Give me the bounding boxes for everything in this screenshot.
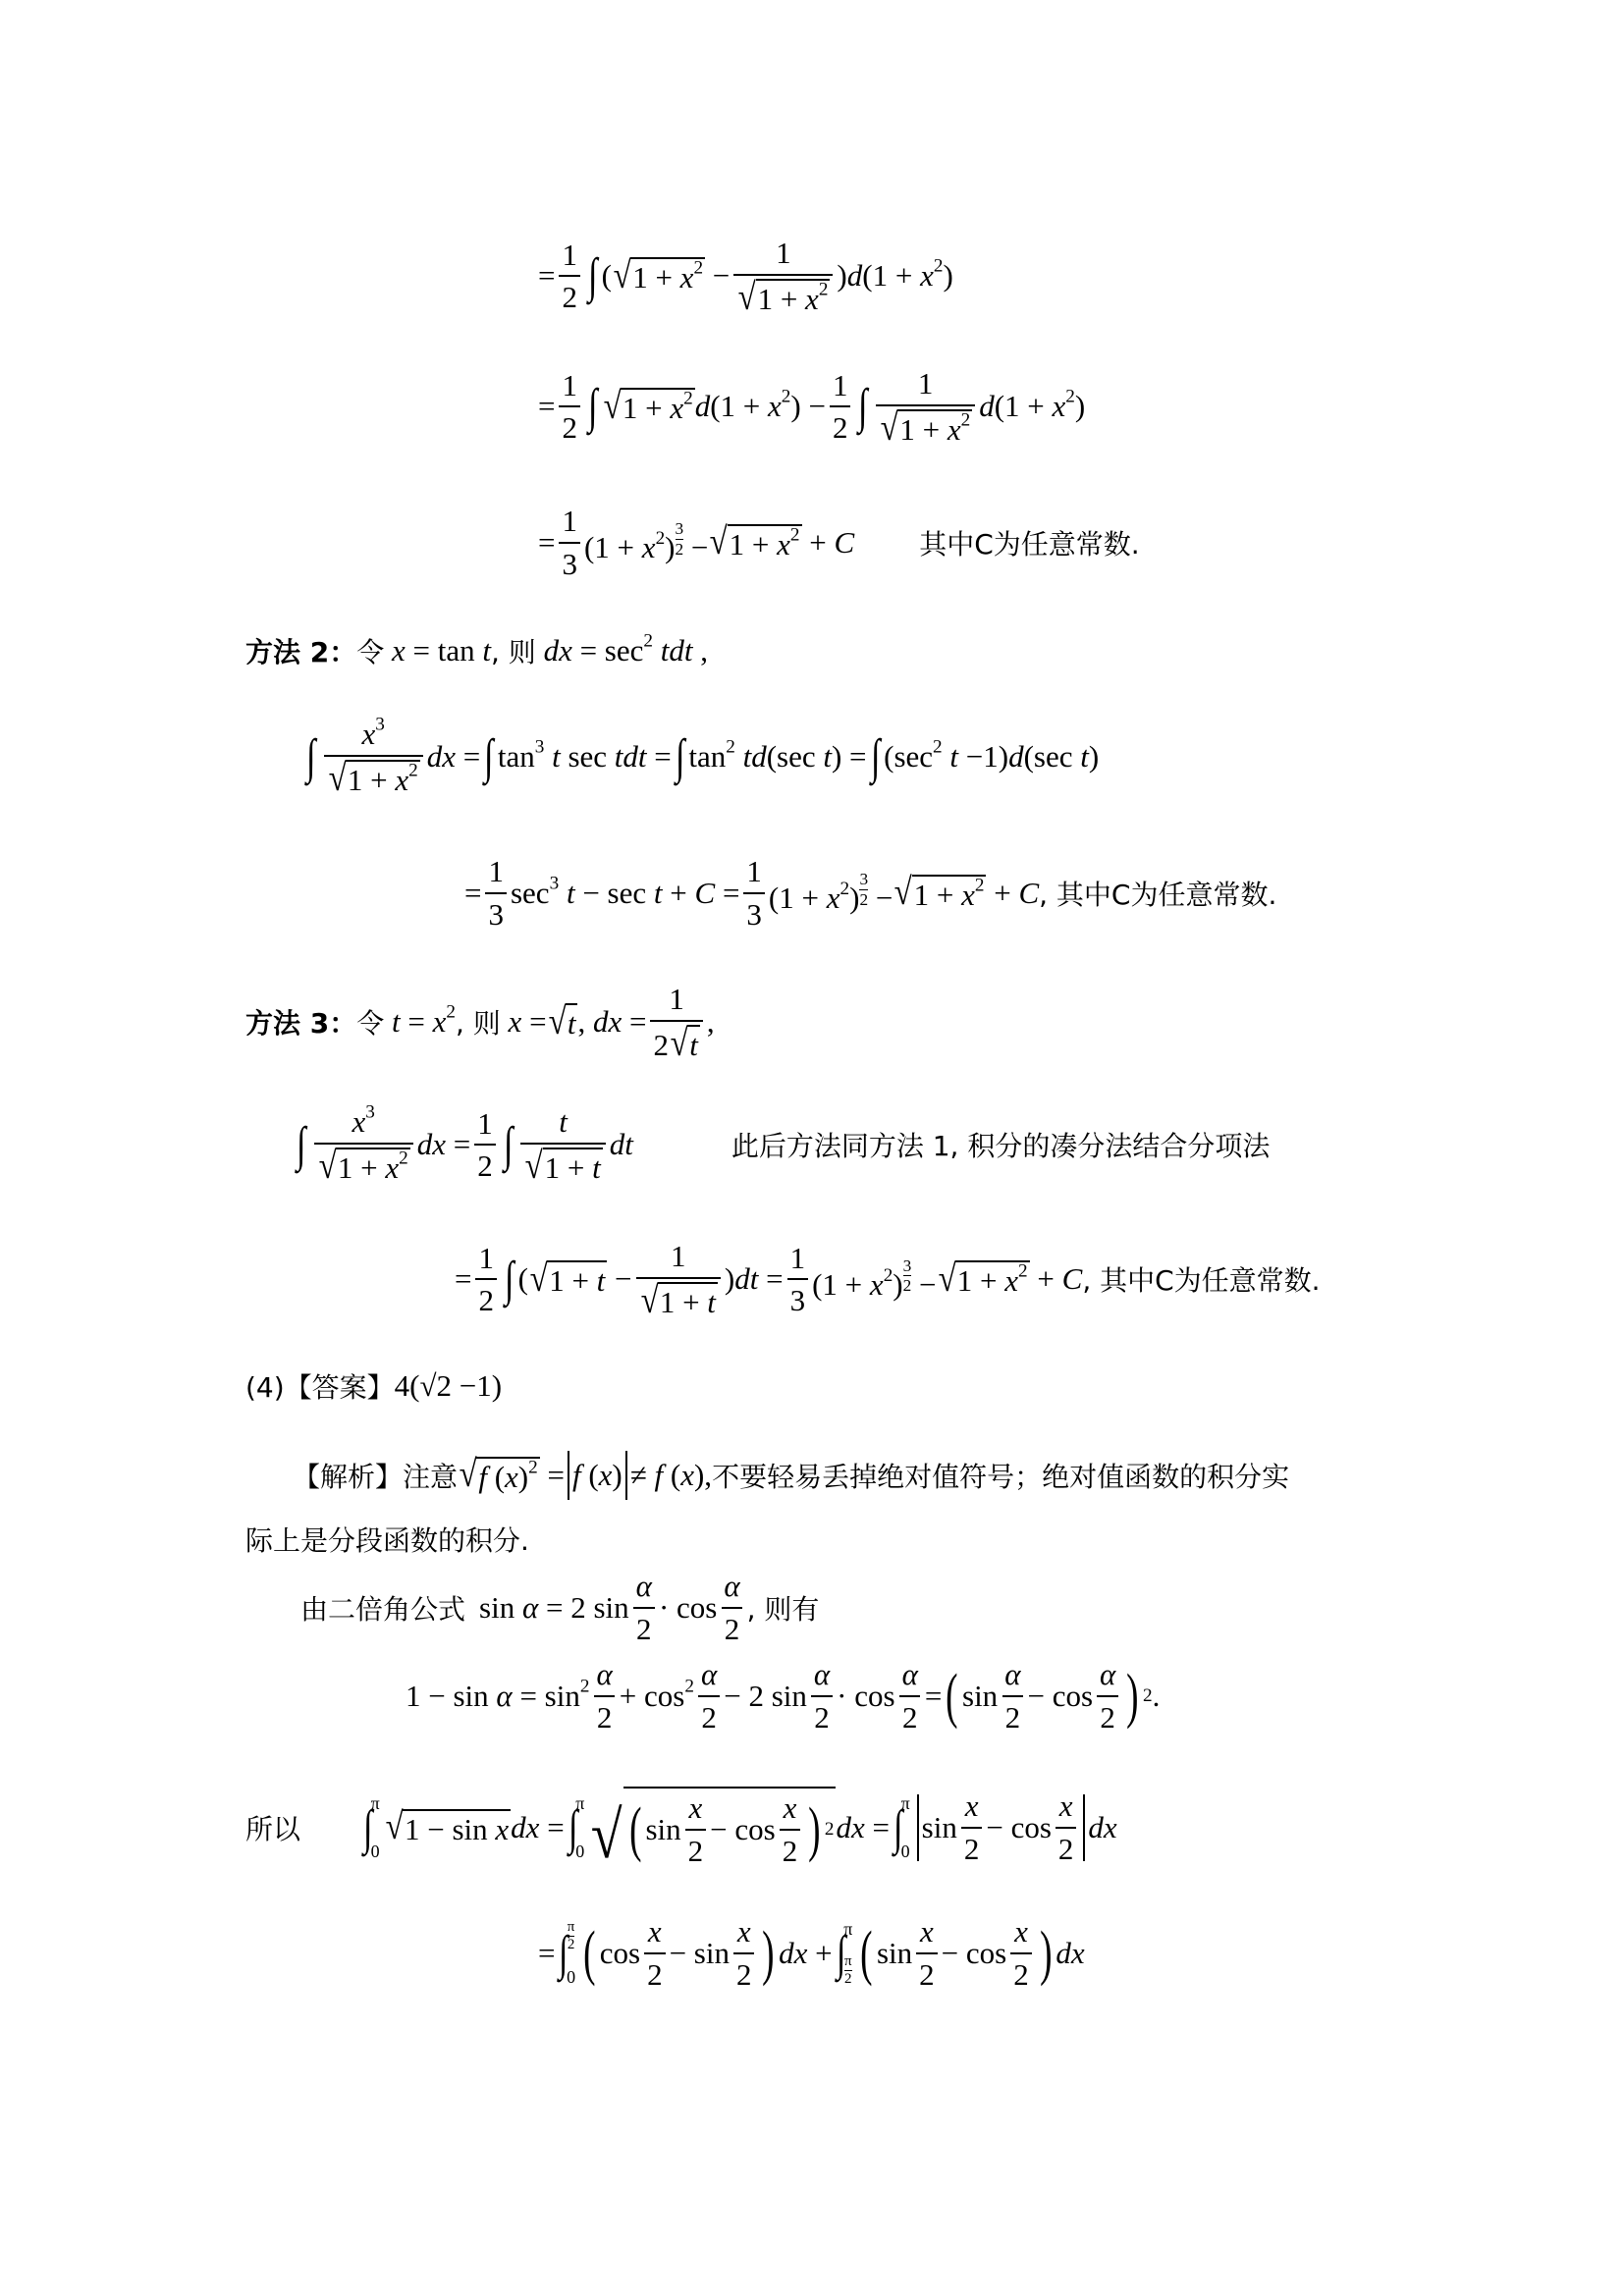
analysis-text-b: 不要轻易丢掉绝对值符号；绝对值函数的积分实 xyxy=(712,1460,1290,1493)
therefore-label: 所以 xyxy=(245,1812,301,1845)
double-angle-then: , 则有 xyxy=(746,1592,820,1626)
double-angle-line: 由二倍角公式 sin α = 2 sin $\frac{\alpha}{2}$ · cos $\frac{\alpha}{2}$ , 则有 xyxy=(300,1569,820,1646)
split-integral-line: = ∫ π 2 0 ( cos $\frac{x}{2}$ − sin $\frac{x}{2}$ ) dx + ∫ π π 2 ( sin $\frac{x}{2}$ − cos $\frac{x}{2}$ ) dx xyxy=(538,1914,1085,1992)
method-2-label: 方法 2： xyxy=(245,636,357,668)
method-2-then: , 则 xyxy=(491,636,536,668)
method-3-let: 令 xyxy=(356,1007,385,1041)
method-3-result: = $\frac{1}{2}$ ∫ ( √ 1 + t − 1 √ 1 + t )dt = $\frac{1}{3}$ $(1 + x^2)$ $^{\frac{3}{2}}$ − √ $1 + x^2$ + C , 其中C为任意常数. xyxy=(455,1239,1321,1321)
equation-line-1: = $\frac{1}{2}$ ∫ ( √ $1 + x^2$ − 1 √ $1 + x^2$ )$d(1 + x^2)$ xyxy=(538,236,953,318)
const-note: 其中C为任意常数. xyxy=(919,527,1140,561)
method-3-label: 方法 3： xyxy=(245,1007,357,1041)
equation-line-3: = $\frac{1}{3}$ $(1 + x^2)$ $^{\frac{3}{2}}$ − √ $1 + x^2$ + C 其中C为任意常数. xyxy=(538,504,1140,581)
method-2-const-note: , 其中C为任意常数. xyxy=(1039,878,1277,911)
analysis-line-1: 【解析】 注意 √ f $(x)^2$ = f (x) ≠ f (x), 不要轻易丢掉绝对值符号；绝对值函数的积分实 xyxy=(293,1451,1289,1500)
answer-value: 4(√2 −1) xyxy=(394,1368,503,1403)
answer-prefix: (4)【答案】 xyxy=(245,1371,395,1404)
analysis-label: 【解析】 xyxy=(293,1460,404,1493)
method-2-result: = $\frac{1}{3}$ $\sec^3 t - \sec t + C$ = $\frac{1}{3}$ $(1 + x^2)$ $^{\frac{3}{2}}$ − √ $1 + x^2$ + C , 其中C为任意常数. xyxy=(464,854,1277,932)
method-3-then: , 则 xyxy=(455,1007,501,1041)
analysis-text-a: 注意 xyxy=(403,1460,459,1493)
method-3-integral: ∫ $x^3$ √ $1 + x^2$ dx = $\frac{1}{2}$ ∫ t √ 1 + t dt 此后方法同方法 1, 积分的凑分法结合分项法 xyxy=(297,1101,1271,1187)
analysis-line-2 xyxy=(245,1520,529,1559)
method-2-integral: ∫ $x^3$ √ $1 + x^2$ dx = ∫ $\tan^3 t$ sec tdt = ∫ $\tan^2 td(\sec$ t) = ∫ ($\sec^2$ t −1)d(sec t) xyxy=(306,714,1100,799)
method-2-let: 令 xyxy=(356,636,385,668)
method-3-line: 方法 3： 令 $t = x^2$ , 则 x = √ t , dx = 1 2 √ t , xyxy=(245,982,715,1064)
method-3-const-note: , 其中C为任意常数. xyxy=(1082,1264,1321,1298)
analysis-text-c: 际上是分段函数的积分. xyxy=(245,1524,529,1557)
identity-line: $1 - \sin \alpha = \sin^2$ $\frac{\alpha}{2}$ + $\cos^2$ $\frac{\alpha}{2}$ − 2 sin $\frac{\alpha}{2}$ · cos $\frac{\alpha}{2}$ = ( sin $\frac{\alpha}{2}$ − cos $\frac{\alpha}{2}$ ) 2 . xyxy=(406,1657,1161,1735)
equation-line-2: = $\frac{1}{2}$ ∫ √ $1 + x^2$ $d(1 + x^2)$ − $\frac{1}{2}$ ∫ 1 √ $1 + x^2$ $d(1 + x^2)$ xyxy=(538,366,1086,449)
method-2-line: 方法 2： 令 x = tan t , 则 dx = $\sec^2$ tdt , xyxy=(245,630,708,668)
therefore-line: 所以 ∫ π 0 √ 1 − sin x dx = ∫ π 0 √ ( sin $\frac{x}{2}$ − cos $\frac{x}{2}$ ) 2 dx = ∫ π 0 sin $\frac{x}{2}$ − cos $\frac{x}{2}$ dx xyxy=(245,1789,1117,1873)
double-angle-intro: 由二倍角公式 xyxy=(300,1592,466,1626)
method-3-note: 此后方法同方法 1, 积分的凑分法结合分项法 xyxy=(731,1130,1271,1163)
answer-line xyxy=(245,1366,502,1406)
